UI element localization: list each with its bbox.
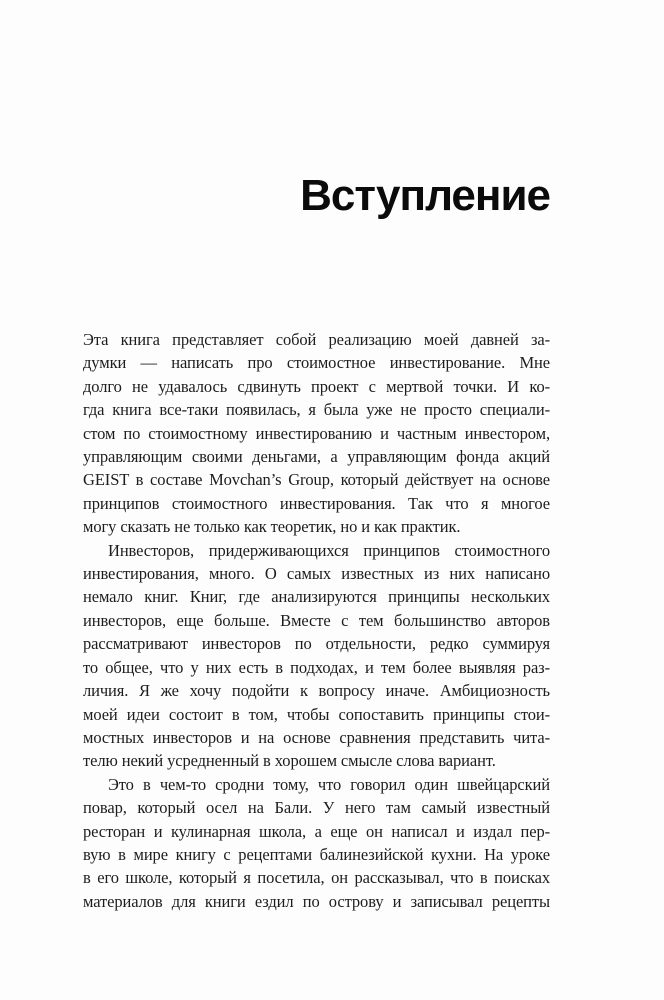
paragraph-2-line-8: моей идеи состоит в том, чтобы сопоставить принципы стои- (83, 704, 550, 724)
chapter-title: Вступление (300, 171, 550, 220)
paragraph-2-line-10: телю некий усредненный в хорошем смысле слова вариант. (83, 751, 496, 771)
paragraph-3-line-1: Это в чем-то сродни тому, что говорил один швейцарский (108, 774, 550, 794)
paragraph-2-line-1: Инвесторов, придерживающихся принципов стоимостного (108, 540, 550, 560)
paragraph-2-line-7: личия. Я же хочу подойти к вопросу иначе. Амбициозность (83, 681, 550, 701)
paragraph-1-line-1: Эта книга представляет собой реализацию моей давней за- (83, 330, 550, 349)
paragraph-1-line-3: долго не удавалось сдвинуть проект с мертвой точки. И ко- (83, 376, 550, 396)
paragraph-1-line-6: управляющим своими деньгами, а управляющим фонда акций (83, 447, 550, 467)
paragraph-3-line-3: ресторан и кулинарная школа, а еще он написал и издал пер- (83, 821, 550, 841)
paragraph-3-line-5: в его школе, который я посетила, он рассказывал, что в поисках (83, 868, 550, 888)
paragraph-3-line-4: вую в мире книгу с рецептами балинезийской кухни. На уроке (83, 844, 550, 864)
paragraph-2-line-5: рассматривают инвесторов по отдельности, редко суммируя (83, 634, 550, 654)
paragraph-2-line-2: инвестирования, много. О самых известных из них написано (83, 564, 550, 584)
paragraph-2-line-9: мостных инвесторов и на основе сравнения представить чита- (83, 727, 550, 747)
paragraph-3-line-6: материалов для книги ездил по острову и записывал рецепты (83, 891, 550, 911)
paragraph-1-line-2: думки — написать про стоимостное инвестирование. Мне (83, 353, 550, 373)
paragraph-1-line-4: гда книга все-таки появилась, я была уже не просто специали- (83, 400, 550, 420)
body-text (83, 328, 550, 913)
paragraph-1-line-7: GEIST в составе Movchan’s Group, который действует на основе (83, 470, 550, 490)
paragraph-1-line-5: стом по стоимостному инвестированию и частным инвестором, (83, 423, 550, 443)
paragraph-1-line-9: могу сказать не только как теоретик, но и как практик. (83, 517, 461, 537)
paragraph-2-line-3: немало книг. Книг, где анализируются принципы нескольких (83, 587, 550, 607)
paragraph-2-line-4: инвесторов, еще больше. Вместе с тем большинство авторов (83, 610, 550, 630)
paragraph-3-line-2: повар, который осел на Бали. У него там самый известный (83, 798, 550, 818)
paragraph-1-line-8: принципов стоимостного инвестирования. Так что я многое (83, 493, 550, 513)
paragraph-2-line-6: то общее, что у них есть в подходах, и тем более выявляя раз- (83, 657, 550, 677)
